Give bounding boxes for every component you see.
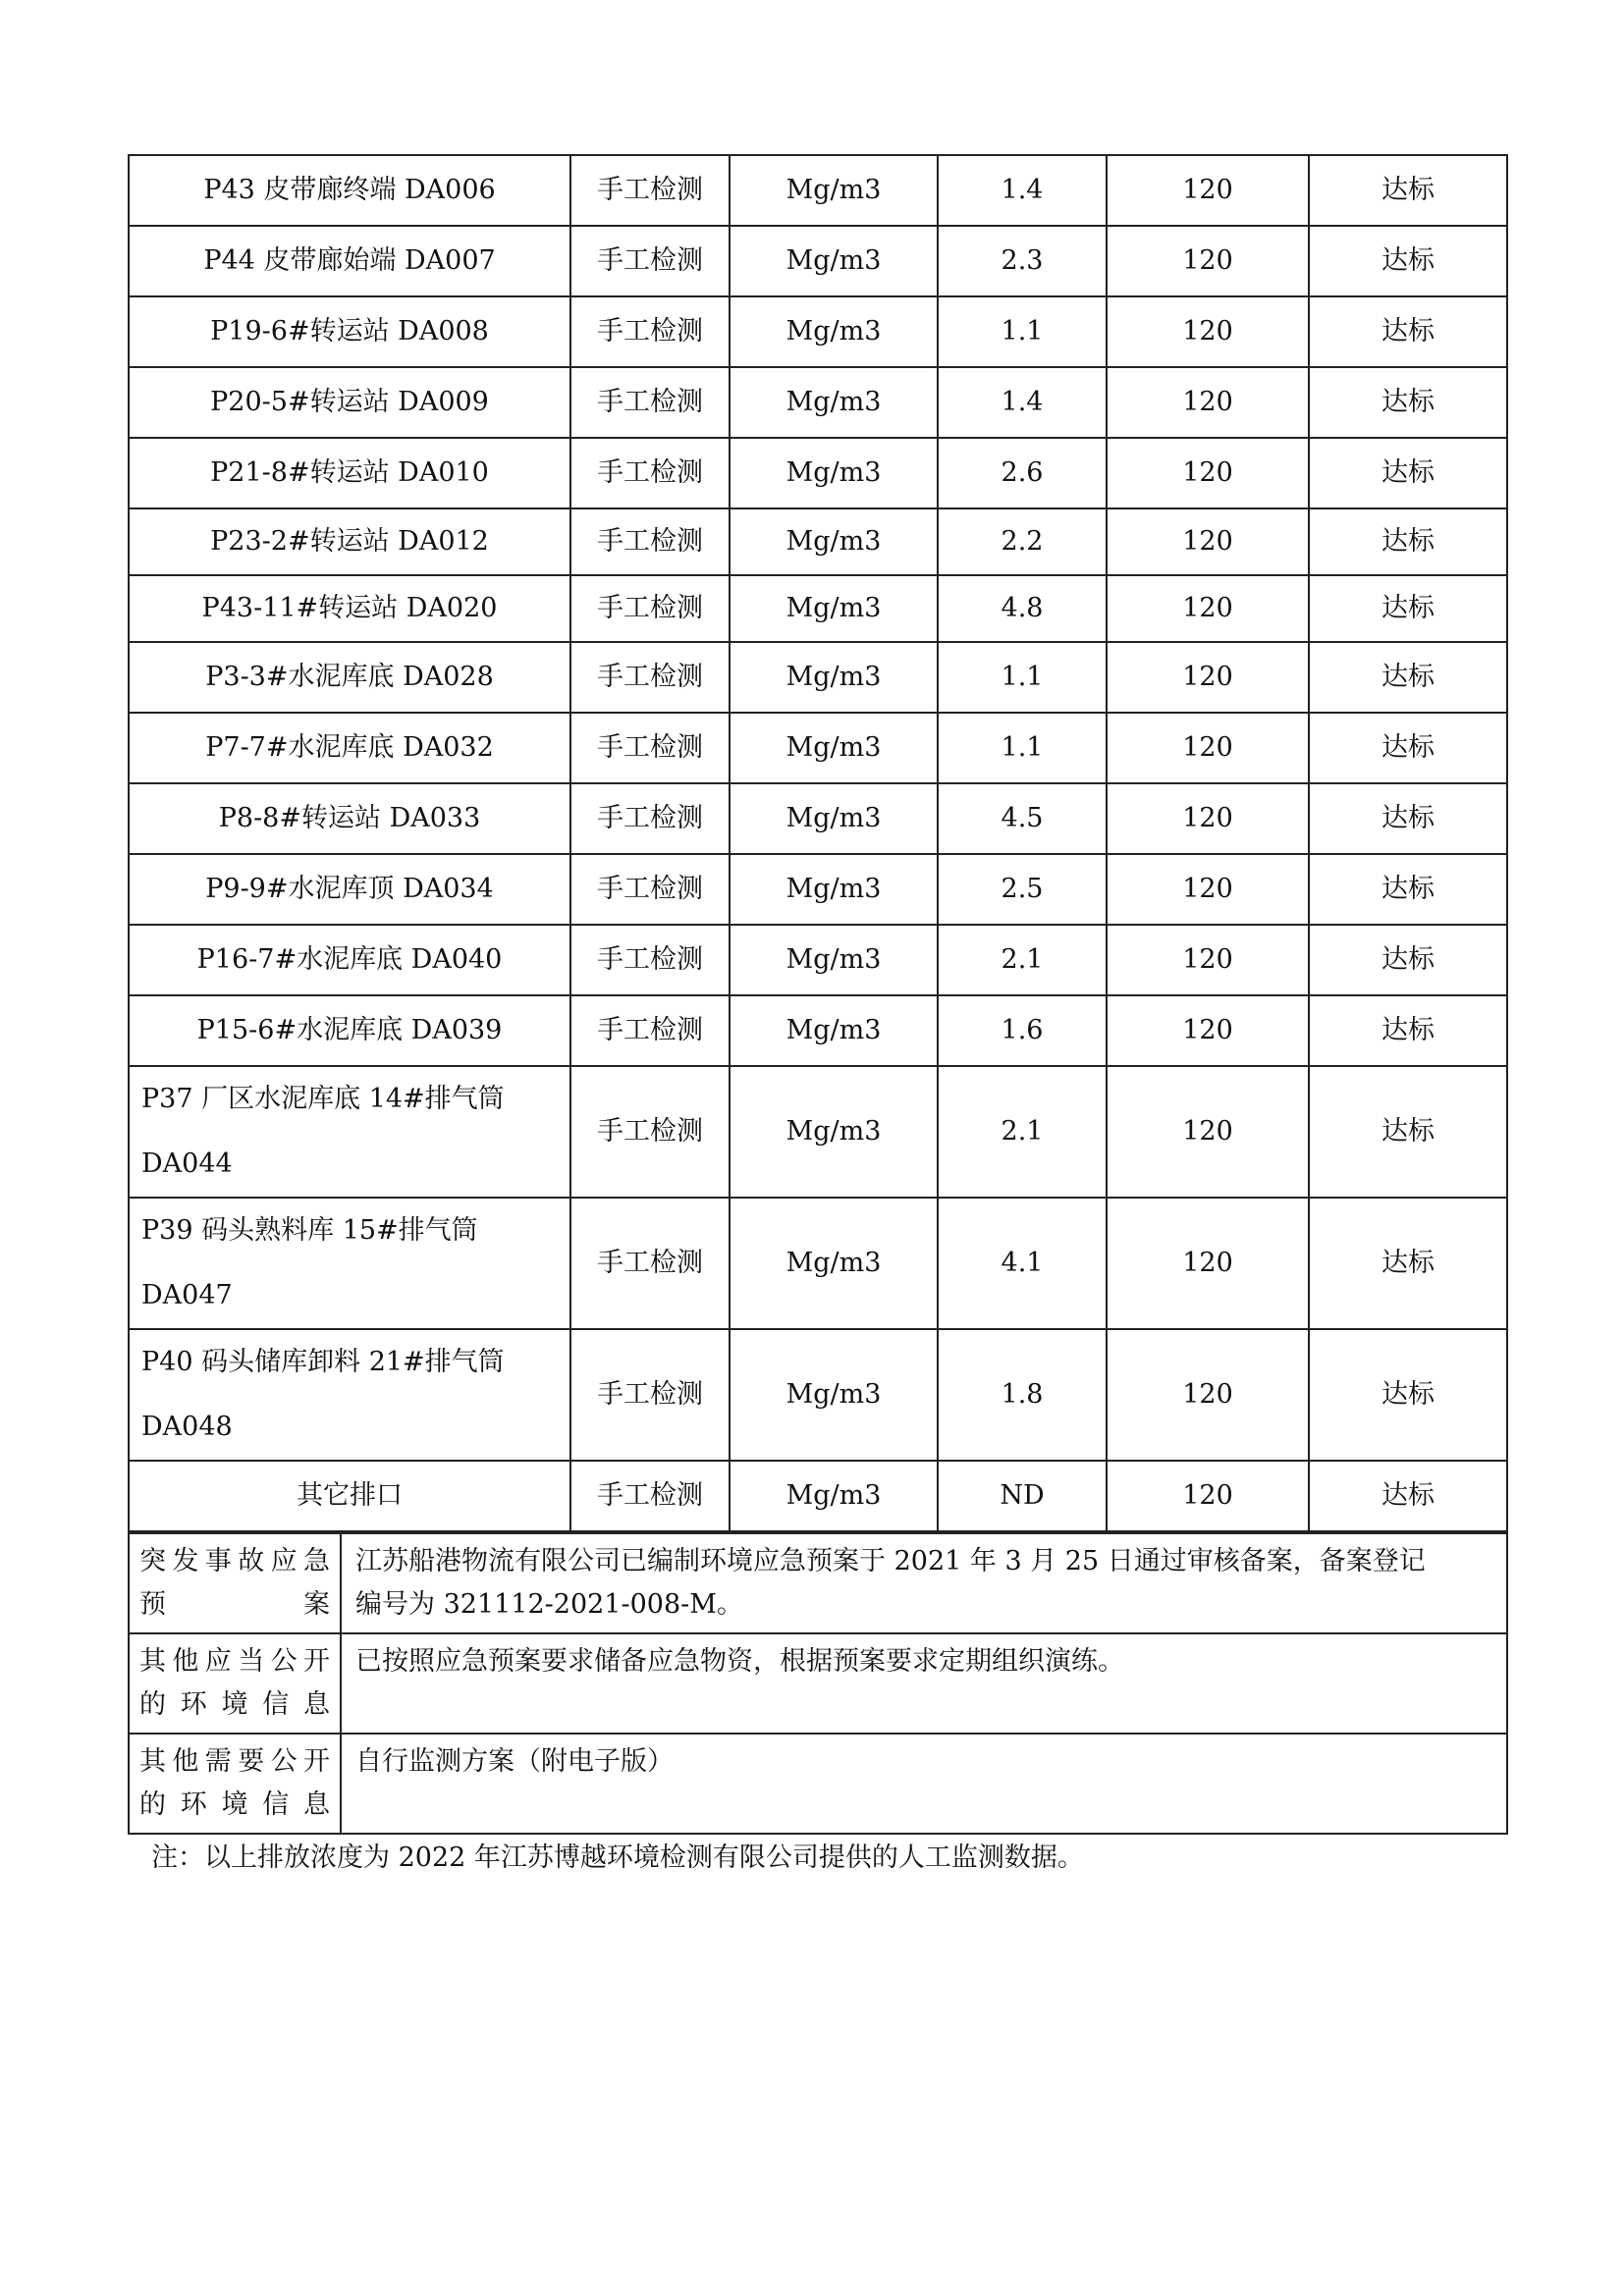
result-cell: 达标 [1309,854,1507,925]
info-label-cell [129,1734,341,1834]
result-cell: 达标 [1309,155,1507,226]
unit-cell: Mg/m3 [730,575,938,642]
value-cell: 4.8 [938,575,1107,642]
method-cell: 手工检测 [570,642,730,713]
method-cell: 手工检测 [570,438,730,508]
method-cell: 手工检测 [570,1329,730,1461]
info-label-line: 其他应当公开 [139,1646,330,1677]
table-row [129,575,1507,642]
info-label-line: 其他需要公开 [139,1746,330,1777]
result-cell: 达标 [1309,995,1507,1066]
outlet-name-line1: P37 厂区水泥库底 14#排气筒 [141,1084,505,1114]
outlet-name-cell: P43 皮带廊终端 DA006 [129,155,570,226]
unit-cell: Mg/m3 [730,226,938,296]
unit-cell: Mg/m3 [730,995,938,1066]
document-page [128,154,1506,1878]
limit-cell: 120 [1107,642,1309,713]
info-label-line: 突发事故应急 [139,1546,330,1576]
limit-cell: 120 [1107,854,1309,925]
method-cell: 手工检测 [570,1198,730,1329]
limit-cell: 120 [1107,925,1309,995]
outlet-name-cell: P9-9#水泥库顶 DA034 [129,854,570,925]
result-cell: 达标 [1309,1198,1507,1329]
table-row [129,296,1507,367]
value-cell: 1.6 [938,995,1107,1066]
value-cell: 1.1 [938,296,1107,367]
method-cell: 手工检测 [570,1066,730,1198]
limit-cell: 120 [1107,713,1309,783]
info-text-line: 自行监测方案（附电子版） [355,1746,674,1777]
limit-cell: 120 [1107,155,1309,226]
table-row [129,642,1507,713]
result-cell: 达标 [1309,508,1507,575]
unit-cell: Mg/m3 [730,508,938,575]
result-cell: 达标 [1309,642,1507,713]
method-cell: 手工检测 [570,783,730,854]
table-row [129,155,1507,226]
result-cell: 达标 [1309,1066,1507,1198]
info-row [129,1633,1507,1734]
info-text-line: 江苏船港物流有限公司已编制环境应急预案于 2021 年 3 月 25 日通过审核备案，备案登记 [355,1546,1426,1576]
table-row [129,1066,1507,1198]
unit-cell: Mg/m3 [730,925,938,995]
info-text-line: 已按照应急预案要求储备应急物资，根据预案要求定期组织演练。 [355,1646,1124,1677]
result-cell: 达标 [1309,438,1507,508]
outlet-name-cell: P23-2#转运站 DA012 [129,508,570,575]
unit-cell: Mg/m3 [730,1198,938,1329]
table-row [129,925,1507,995]
result-cell: 达标 [1309,1461,1507,1531]
table-row [129,783,1507,854]
table-row [129,1198,1507,1329]
unit-cell: Mg/m3 [730,1329,938,1461]
value-cell: 1.4 [938,367,1107,438]
method-cell: 手工检测 [570,713,730,783]
outlet-name-cell: P21-8#转运站 DA010 [129,438,570,508]
result-cell: 达标 [1309,1329,1507,1461]
outlet-name-cell: P8-8#转运站 DA033 [129,783,570,854]
unit-cell: Mg/m3 [730,642,938,713]
limit-cell: 120 [1107,783,1309,854]
result-cell: 达标 [1309,783,1507,854]
value-cell: 2.1 [938,1066,1107,1198]
unit-cell: Mg/m3 [730,713,938,783]
method-cell: 手工检测 [570,925,730,995]
outlet-name-cell [129,1066,570,1198]
outlet-name-cell [129,1198,570,1329]
info-label-line: 预案 [139,1589,330,1620]
value-cell: 2.5 [938,854,1107,925]
limit-cell: 120 [1107,296,1309,367]
result-cell: 达标 [1309,367,1507,438]
value-cell: 4.1 [938,1198,1107,1329]
value-cell: ND [938,1461,1107,1531]
info-label-line: 的环境信息 [139,1689,330,1720]
unit-cell: Mg/m3 [730,1461,938,1531]
outlet-name-cell: P20-5#转运站 DA009 [129,367,570,438]
outlet-name-line2: DA044 [141,1148,233,1179]
limit-cell: 120 [1107,438,1309,508]
result-cell: 达标 [1309,925,1507,995]
limit-cell: 120 [1107,1198,1309,1329]
outlet-name-cell: P3-3#水泥库底 DA028 [129,642,570,713]
emission-table [128,154,1508,1532]
outlet-name-cell: P19-6#转运站 DA008 [129,296,570,367]
method-cell: 手工检测 [570,854,730,925]
value-cell: 4.5 [938,783,1107,854]
footnote: 注：以上排放浓度为 2022 年江苏博越环境检测有限公司提供的人工监测数据。 [151,1842,1084,1873]
table-row [129,367,1507,438]
result-cell: 达标 [1309,226,1507,296]
value-cell: 2.2 [938,508,1107,575]
outlet-name-line1: P40 码头储库卸料 21#排气筒 [141,1347,505,1377]
outlet-name-line1: P39 码头熟料库 15#排气筒 [141,1215,478,1246]
outlet-name-cell: P7-7#水泥库底 DA032 [129,713,570,783]
method-cell: 手工检测 [570,155,730,226]
result-cell: 达标 [1309,575,1507,642]
unit-cell: Mg/m3 [730,438,938,508]
value-cell: 1.1 [938,713,1107,783]
value-cell: 2.3 [938,226,1107,296]
result-cell: 达标 [1309,713,1507,783]
table-row [129,995,1507,1066]
info-text-cell [341,1533,1507,1633]
table-row [129,1461,1507,1531]
method-cell: 手工检测 [570,367,730,438]
outlet-name-cell: 其它排口 [129,1461,570,1531]
info-text-cell [341,1734,1507,1834]
outlet-name-cell: P44 皮带廊始端 DA007 [129,226,570,296]
outlet-name-cell: P43-11#转运站 DA020 [129,575,570,642]
info-table [128,1532,1508,1835]
limit-cell: 120 [1107,575,1309,642]
outlet-name-line2: DA048 [141,1412,233,1442]
method-cell: 手工检测 [570,1461,730,1531]
method-cell: 手工检测 [570,226,730,296]
method-cell: 手工检测 [570,508,730,575]
value-cell: 1.8 [938,1329,1107,1461]
unit-cell: Mg/m3 [730,854,938,925]
limit-cell: 120 [1107,508,1309,575]
outlet-name-cell: P16-7#水泥库底 DA040 [129,925,570,995]
value-cell: 1.1 [938,642,1107,713]
limit-cell: 120 [1107,1066,1309,1198]
method-cell: 手工检测 [570,296,730,367]
value-cell: 2.6 [938,438,1107,508]
limit-cell: 120 [1107,1461,1309,1531]
value-cell: 1.4 [938,155,1107,226]
unit-cell: Mg/m3 [730,155,938,226]
table-row [129,854,1507,925]
table-row [129,713,1507,783]
value-cell: 2.1 [938,925,1107,995]
unit-cell: Mg/m3 [730,1066,938,1198]
result-cell: 达标 [1309,296,1507,367]
unit-cell: Mg/m3 [730,367,938,438]
info-text-cell [341,1633,1507,1734]
info-label-cell [129,1633,341,1734]
limit-cell: 120 [1107,226,1309,296]
info-row [129,1734,1507,1834]
outlet-name-cell [129,1329,570,1461]
unit-cell: Mg/m3 [730,783,938,854]
info-label-cell [129,1533,341,1633]
table-row [129,508,1507,575]
unit-cell: Mg/m3 [730,296,938,367]
table-row [129,226,1507,296]
limit-cell: 120 [1107,367,1309,438]
method-cell: 手工检测 [570,575,730,642]
info-row [129,1533,1507,1633]
limit-cell: 120 [1107,995,1309,1066]
method-cell: 手工检测 [570,995,730,1066]
table-row [129,438,1507,508]
outlet-name-line2: DA047 [141,1280,233,1310]
info-label-line: 的环境信息 [139,1789,330,1820]
info-text-line: 编号为 321112-2021-008-M。 [355,1589,743,1620]
outlet-name-cell: P15-6#水泥库底 DA039 [129,995,570,1066]
limit-cell: 120 [1107,1329,1309,1461]
table-row [129,1329,1507,1461]
